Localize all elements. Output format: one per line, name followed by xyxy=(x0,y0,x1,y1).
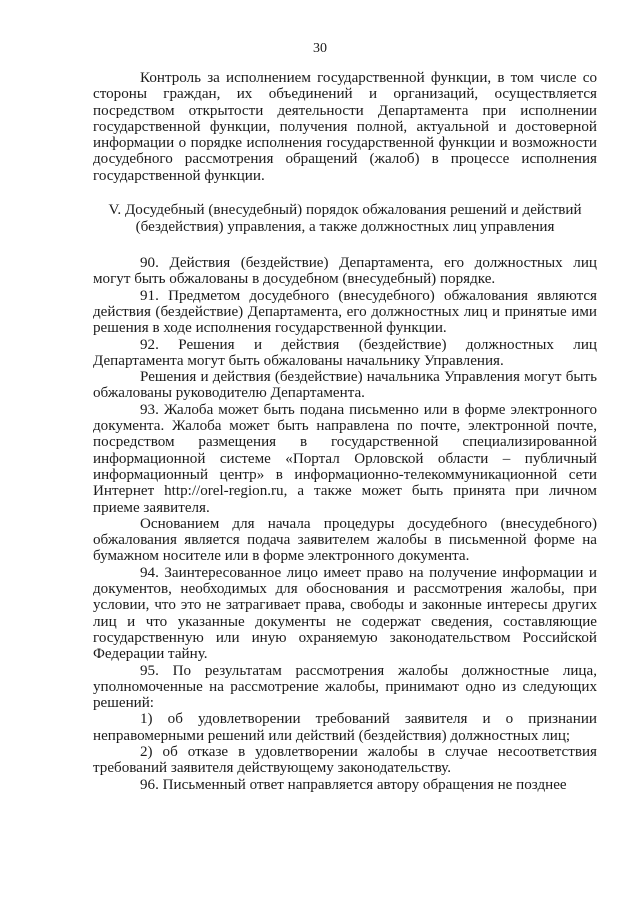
paragraph-92: 92. Решения и действия (бездействие) должностных лиц Департамента могут быть обжалованы начальнику Управления. xyxy=(93,336,597,369)
paragraph-95: 95. По результатам рассмотрения жалобы должностные лица, уполномоченные на рассмотрение жалобы, принимают одно из следующих решений: xyxy=(93,662,597,712)
paragraph-91: 91. Предметом досудебного (внесудебного) обжалования являются действия (бездействие) Департамента, его должностных лиц и принятые ими решения в ходе исполнения государственной функции. xyxy=(93,287,597,337)
paragraph-95-item-1: 1) об удовлетворении требований заявителя и о признании неправомерными решений или действий (бездействия) должностных лиц; xyxy=(93,711,597,744)
document-body xyxy=(93,70,597,793)
paragraph-93: 93. Жалоба может быть подана письменно или в форме электронного документа. Жалоба может быть направлена по почте, электронной почте, посредством размещения в государственной специализированной информационной системе «Портал Орловской области – публичный информационный центр» в информационно-телекоммуникационной сети Интернет http://orel-region.ru, а также может быть принята при личном приеме заявителя. xyxy=(93,401,597,516)
paragraph-95-item-2: 2) об отказе в удовлетворении жалобы в случае несоответствия требований заявителя действующему законодательству. xyxy=(93,743,597,777)
paragraph-control: Контроль за исполнением государственной функции, в том числе со стороны граждан, их объединений и организаций, осуществляется посредством открытости деятельности Департамента при исполнении государственной функции, получения полной, актуальной и достоверной информации о порядке исполнения государственной функции и возможности досудебного рассмотрения обращений (жалоб) в процессе исполнения государственной функции. xyxy=(93,70,597,184)
section-heading: V. Досудебный (внесудебный) порядок обжалования решений и действий (бездействия) управления, а также должностных лиц управления xyxy=(108,202,582,236)
paragraph-90: 90. Действия (бездействие) Департамента, его должностных лиц могут быть обжалованы в досудебном (внесудебный) порядке. xyxy=(93,255,597,288)
paragraph-92-continued: Решения и действия (бездействие) начальника Управления могут быть обжалованы руководителю Департамента. xyxy=(93,369,597,402)
paragraph-94: 94. Заинтересованное лицо имеет право на получение информации и документов, необходимых для обоснования и рассмотрения жалобы, при условии, что это не затрагивает права, свободы и законные интересы других лиц и что указанные документы не содержат сведения, составляющие государственную или иную охраняемую законодательством Российской Федерации тайну. xyxy=(93,564,597,663)
paragraph-96: 96. Письменный ответ направляется автору обращения не позднее xyxy=(140,776,567,793)
page-number: 30 xyxy=(313,41,327,56)
paragraph-93-continued: Основанием для начала процедуры досудебного (внесудебного) обжалования является подача заявителем жалобы в письменной форме на бумажном носителе или в форме электронного документа. xyxy=(93,515,597,565)
